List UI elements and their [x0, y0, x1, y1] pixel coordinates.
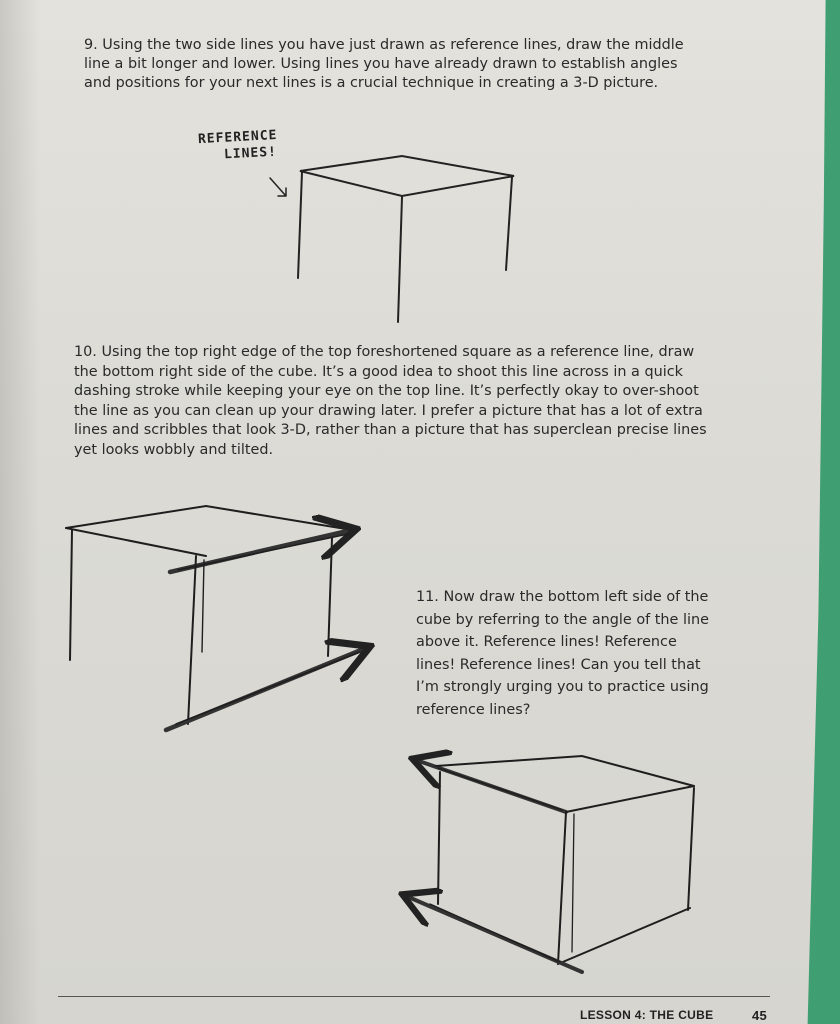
annotation-lines: LINES! — [223, 144, 278, 163]
figure-step-11 — [406, 756, 694, 972]
annotation-arrow — [270, 178, 286, 196]
fig3-middle-edge — [558, 812, 566, 964]
page-number: 45 — [752, 1008, 768, 1023]
fig1-right-edge — [506, 177, 512, 270]
figure-step-9 — [270, 156, 514, 322]
annotation-reference: REFERENCE — [197, 127, 278, 148]
fig1-left-edge — [298, 172, 302, 278]
fig2-left-edge — [70, 530, 72, 660]
step-9-text: 9. Using the two side lines you have just drawn as reference lines, draw the middle line a bit longer and lower. Using lines you have already drawn to establish angles and positions for your next lines is a crucial technique in creating a 3-D picture. — [84, 37, 684, 92]
step-11-text: 11. Now draw the bottom left side of the cube by referring to the angle of the line above it. Reference lines! Reference lines! Reference lines! Can you tell that I’m strongly urging you to practice using reference lines? — [416, 589, 709, 718]
fig1-top-face — [300, 156, 514, 196]
fig3-right-edge — [688, 788, 694, 910]
fig2-middle-edge-2 — [202, 560, 204, 652]
fig2-right-edge — [328, 538, 332, 656]
fig3-middle-edge-2 — [572, 814, 574, 952]
step-10-text: 10. Using the top right edge of the top foreshortened square as a reference line, draw the bottom right side of the cube. It’s a good idea to shoot this line across in a quick dashing stroke while keeping your eye on the top line. It’s perfectly okay to over-shoot the line as you can clean up your drawing later. I prefer a picture that has a lot of extra lines and scribbles that look 3-D, rather than a picture that has superclean precise lines yet looks wobbly and tilted. — [74, 344, 707, 458]
fig2-top-back — [66, 506, 352, 530]
figure-step-10 — [66, 506, 366, 730]
fig2-middle-edge — [188, 556, 196, 724]
fig2-top-front-left — [66, 528, 206, 556]
fig3-left-edge — [438, 772, 440, 904]
footer-rule — [58, 996, 770, 997]
fig1-middle-edge — [398, 197, 402, 322]
fig3-bottom-right-edge — [558, 908, 690, 964]
footer-lesson-title: LESSON 4: THE CUBE — [580, 1008, 714, 1022]
fig3-top-right-edge — [566, 786, 694, 812]
